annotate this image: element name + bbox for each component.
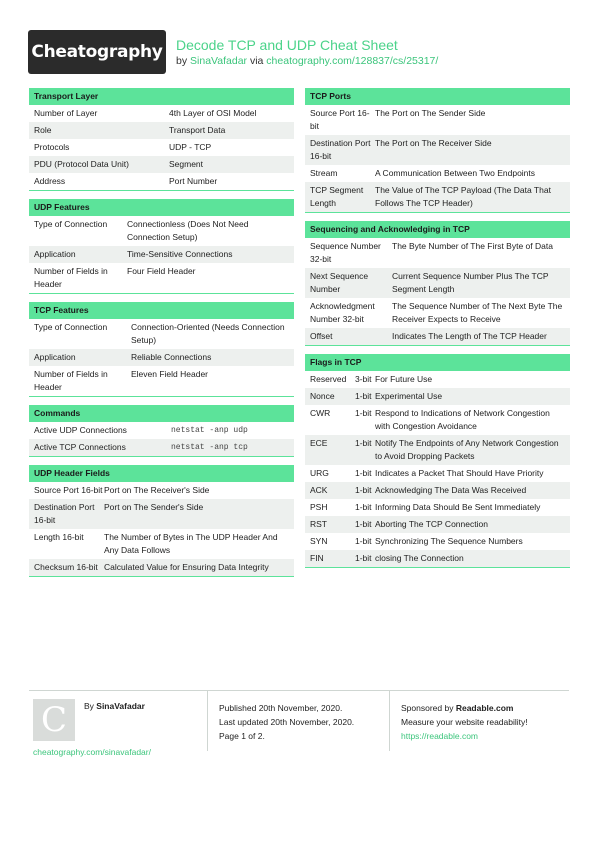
left-column: [29, 88, 294, 585]
row-value: Port on The Receiver's Side: [104, 485, 210, 495]
table-row: [305, 182, 570, 213]
row-value: Segment: [169, 159, 204, 169]
section-title: UDP Features: [29, 199, 294, 216]
table-row: [29, 529, 294, 559]
row-key: Nonce: [310, 391, 335, 401]
row-size: 1-bit: [355, 391, 372, 401]
sheet-url-link[interactable]: cheatography.com/128837/cs/25317/: [266, 55, 439, 67]
byline: [176, 55, 438, 67]
section: [305, 354, 570, 568]
table-row: [305, 405, 570, 435]
row-value: Experimental Use: [375, 391, 443, 401]
table-row: [29, 156, 294, 173]
row-key: Sequence Number 32-bit: [310, 241, 381, 264]
row-value: For Future Use: [375, 374, 433, 384]
footer-by-label: By: [84, 701, 97, 711]
section: [29, 88, 294, 191]
table-row: [305, 435, 570, 465]
row-key: Protocols: [34, 142, 70, 152]
row-value: netstat -anp tcp: [171, 443, 248, 452]
footer-divider: [389, 691, 390, 751]
row-value: Current Sequence Number Plus The TCP Segment Length: [392, 271, 549, 294]
row-key: Address: [34, 176, 66, 186]
table-row: [305, 268, 570, 298]
row-value: Indicates The Length of The TCP Header: [392, 331, 547, 341]
table-row: [305, 550, 570, 568]
row-value: Notify The Endpoints of Any Network Congestion to Avoid Dropping Packets: [375, 438, 559, 461]
footer-author-link[interactable]: cheatography.com/sinavafadar/: [33, 747, 151, 757]
row-key: Number of Fields in Header: [34, 369, 108, 392]
row-value: Connectionless (Does Not Need Connection Setup): [127, 219, 249, 242]
row-key: PDU (Protocol Data Unit): [34, 159, 129, 169]
row-key: URG: [310, 468, 329, 478]
row-key: Destination Port 16-bit: [310, 138, 371, 161]
footer: [29, 690, 569, 757]
table-row: [29, 122, 294, 139]
row-size: 1-bit: [355, 519, 372, 529]
row-key: Application: [34, 249, 76, 259]
row-value: Respond to Indications of Network Congestion with Congestion Avoidance: [375, 408, 550, 431]
section-title: UDP Header Fields: [29, 465, 294, 482]
sponsor-prefix: Sponsored by: [401, 703, 456, 713]
sponsor-line: [401, 701, 528, 715]
row-size: 1-bit: [355, 502, 372, 512]
row-value: The Number of Bytes in The UDP Header And Any Data Follows: [104, 532, 278, 555]
row-size: 1-bit: [355, 438, 372, 448]
table-row: [305, 533, 570, 550]
table-row: [305, 238, 570, 268]
row-value: Time-Sensitive Connections: [127, 249, 233, 259]
row-key: ECE: [310, 438, 328, 448]
section-title: Commands: [29, 405, 294, 422]
row-key: Source Port 16-bit: [34, 485, 103, 495]
row-size: 1-bit: [355, 485, 372, 495]
section: [305, 221, 570, 346]
table-row: [29, 263, 294, 294]
table-row: [29, 366, 294, 397]
sponsor-name[interactable]: Readable.com: [455, 703, 514, 713]
row-value: Calculated Value for Ensuring Data Integrity: [104, 562, 269, 572]
table-row: [305, 135, 570, 165]
page-number: Page 1 of 2.: [219, 731, 265, 741]
footer-author: [84, 701, 145, 711]
table-row: [305, 516, 570, 533]
section-title: TCP Ports: [305, 88, 570, 105]
footer-divider: [207, 691, 208, 751]
row-value: A Communication Between Two Endpoints: [375, 168, 536, 178]
row-key: Type of Connection: [34, 322, 108, 332]
byline-prefix: by: [176, 55, 191, 67]
row-value: Transport Data: [169, 125, 226, 135]
row-size: 1-bit: [355, 553, 372, 563]
row-value: Connection-Oriented (Needs Connection Setup): [131, 322, 285, 345]
row-key: ACK: [310, 485, 328, 495]
row-key: Active UDP Connections: [34, 425, 127, 435]
row-value: Four Field Header: [127, 266, 196, 276]
row-key: Type of Connection: [34, 219, 108, 229]
row-size: 3-bit: [355, 374, 372, 384]
section: [29, 405, 294, 457]
cheatography-logo[interactable]: Cheatography: [28, 30, 166, 74]
byline-via: via: [247, 55, 267, 67]
row-value: The Value of The TCP Payload (The Data That Follows The TCP Header): [375, 185, 551, 208]
section: [29, 465, 294, 577]
footer-publish-info: [219, 701, 354, 743]
table-row: [305, 388, 570, 405]
row-value: 4th Layer of OSI Model: [169, 108, 257, 118]
table-row: [29, 499, 294, 529]
section-title: Transport Layer: [29, 88, 294, 105]
section: [305, 88, 570, 213]
row-key: Checksum 16-bit: [34, 562, 98, 572]
row-key: TCP Segment Length: [310, 185, 364, 208]
updated-date: Last updated 20th November, 2020.: [219, 717, 355, 727]
table-row: [305, 165, 570, 182]
table-row: [305, 371, 570, 388]
row-key: FIN: [310, 553, 324, 563]
table-row: [305, 105, 570, 135]
row-size: 1-bit: [355, 536, 372, 546]
row-key: Length 16-bit: [34, 532, 84, 542]
table-row: [29, 139, 294, 156]
row-size: 1-bit: [355, 468, 372, 478]
row-key: Role: [34, 125, 52, 135]
row-value: Eleven Field Header: [131, 369, 209, 379]
table-row: [305, 328, 570, 346]
section: [29, 199, 294, 294]
row-key: CWR: [310, 408, 331, 418]
row-key: Next Sequence Number: [310, 271, 369, 294]
table-row: [29, 422, 294, 439]
row-value: Aborting The TCP Connection: [375, 519, 488, 529]
footer-author-name[interactable]: SinaVafadar: [96, 701, 145, 711]
right-column: [305, 88, 570, 576]
row-key: Source Port 16-bit: [310, 108, 370, 131]
row-key: Active TCP Connections: [34, 442, 126, 452]
table-row: [29, 319, 294, 349]
row-value: Synchronizing The Sequence Numbers: [375, 536, 523, 546]
section-title: Flags in TCP: [305, 354, 570, 371]
author-avatar: C: [33, 699, 75, 741]
row-value: The Port on The Sender Side: [375, 108, 486, 118]
row-value: Acknowledging The Data Was Received: [375, 485, 527, 495]
row-key: Number of Layer: [34, 108, 98, 118]
row-value: netstat -anp udp: [171, 426, 248, 435]
row-value: Port Number: [169, 176, 218, 186]
table-row: [305, 482, 570, 499]
row-value: closing The Connection: [375, 553, 464, 563]
row-key: Stream: [310, 168, 338, 178]
row-value: Indicates a Packet That Should Have Priority: [375, 468, 544, 478]
row-size: 1-bit: [355, 408, 372, 418]
table-row: [29, 439, 294, 457]
row-key: Acknowledgment Number 32-bit: [310, 301, 375, 324]
table-row: [29, 216, 294, 246]
table-row: [29, 105, 294, 122]
row-key: Application: [34, 352, 76, 362]
row-value: UDP - TCP: [169, 142, 212, 152]
row-value: Reliable Connections: [131, 352, 212, 362]
row-key: Number of Fields in Header: [34, 266, 108, 289]
published-date: Published 20th November, 2020.: [219, 703, 343, 713]
author-link[interactable]: SinaVafadar: [190, 55, 248, 67]
sponsor-tagline: Measure your website readability!: [401, 717, 528, 727]
table-row: [29, 246, 294, 263]
row-key: Destination Port 16-bit: [34, 502, 95, 525]
row-value: The Port on The Receiver Side: [375, 138, 492, 148]
table-row: [29, 349, 294, 366]
row-value: The Sequence Number of The Next Byte The Receiver Expects to Receive: [392, 301, 563, 324]
page-title: Decode TCP and UDP Cheat Sheet: [176, 37, 398, 53]
table-row: [29, 559, 294, 577]
row-key: PSH: [310, 502, 328, 512]
row-key: Reserved: [310, 374, 347, 384]
row-key: Offset: [310, 331, 333, 341]
row-value: Informing Data Should Be Sent Immediately: [375, 502, 541, 512]
table-row: [29, 482, 294, 499]
section: [29, 302, 294, 397]
table-row: [305, 499, 570, 516]
sponsor-link[interactable]: https://readable.com: [401, 731, 479, 741]
row-value: The Byte Number of The First Byte of Data: [392, 241, 553, 251]
section-title: TCP Features: [29, 302, 294, 319]
table-row: [305, 465, 570, 482]
table-row: [29, 173, 294, 191]
section-title: Sequencing and Acknowledging in TCP: [305, 221, 570, 238]
row-key: SYN: [310, 536, 328, 546]
footer-sponsor: [401, 701, 528, 743]
row-value: Port on The Sender's Side: [104, 502, 204, 512]
table-row: [305, 298, 570, 328]
row-key: RST: [310, 519, 327, 529]
